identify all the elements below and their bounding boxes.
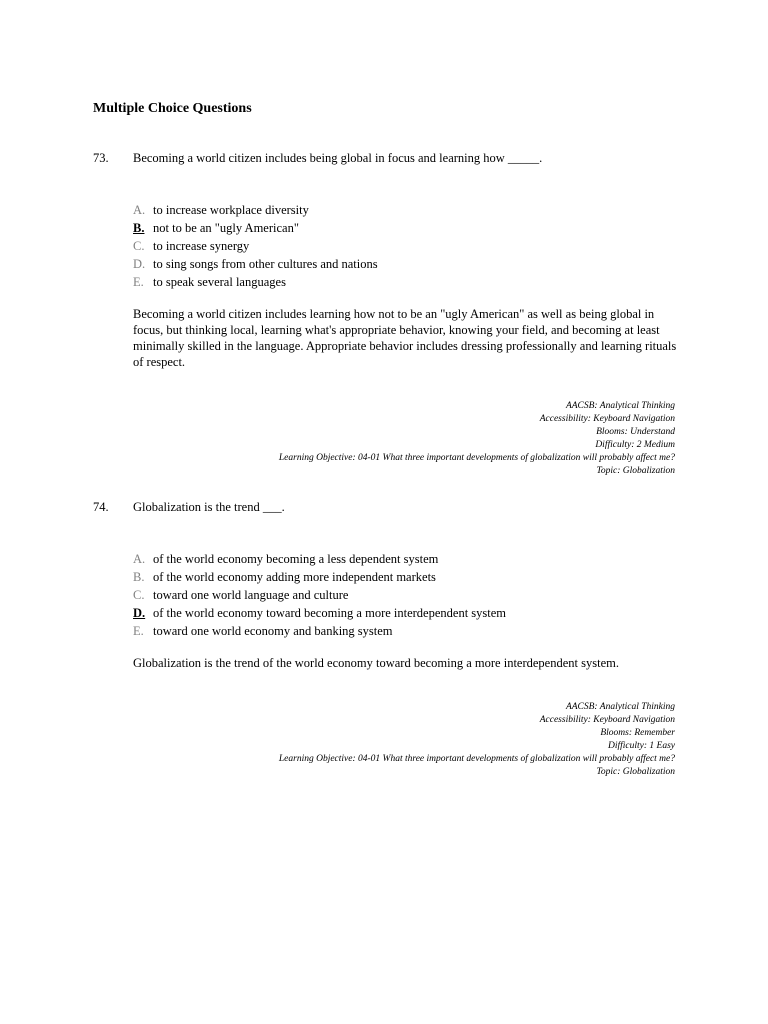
choice-c: [133, 586, 506, 604]
choice-d-correct: [133, 604, 506, 622]
question-number: 73.: [93, 151, 109, 165]
choice-letter: A.: [133, 552, 146, 566]
meta-learning-objective: Learning Objective: 04-01 What three important developments of globalization will probably affect me?: [278, 754, 675, 764]
choice-letter: C.: [133, 239, 145, 253]
question-stem: [93, 151, 693, 169]
choice-a: [133, 550, 506, 568]
choice-c: [133, 237, 378, 255]
choice-e: [133, 622, 506, 640]
meta-blooms: Blooms: Understand: [596, 427, 675, 437]
question-number: 74.: [93, 500, 109, 514]
meta-topic: Topic: Globalization: [596, 466, 675, 476]
meta-aacsb: AACSB: Analytical Thinking: [565, 702, 675, 712]
choice-text: of the world economy becoming a less dependent system: [153, 552, 439, 566]
choice-letter: E.: [133, 275, 144, 289]
choice-text: not to be an "ugly American": [153, 221, 299, 235]
choice-text: to increase synergy: [153, 239, 250, 253]
choice-a: [133, 201, 378, 219]
choice-d: [133, 255, 378, 273]
meta-difficulty: Difficulty: 2 Medium: [595, 440, 675, 450]
choice-text: to speak several languages: [153, 275, 286, 289]
choice-text: to increase workplace diversity: [153, 203, 309, 217]
question-metadata: [279, 400, 675, 478]
choice-letter: A.: [133, 203, 146, 217]
question-metadata: [279, 701, 675, 779]
meta-accessibility: Accessibility: Keyboard Navigation: [539, 715, 675, 725]
meta-aacsb: AACSB: Analytical Thinking: [565, 401, 675, 411]
choice-text: to sing songs from other cultures and nations: [153, 257, 378, 271]
choice-list: [133, 550, 506, 640]
meta-learning-objective: Learning Objective: 04-01 What three important developments of globalization will probably affect me?: [278, 453, 675, 463]
choice-text: of the world economy adding more independent markets: [153, 570, 436, 584]
section-heading: Multiple Choice Questions: [93, 101, 252, 116]
question-73: [93, 151, 693, 476]
answer-explanation: Becoming a world citizen includes learning how not to be an "ugly American" as well as being global in focus, but thinking local, learning what's appropriate behavior, knowing your field, and becoming at least minimally skilled in the language. Appropriate behavior includes dressing professionally and learning rituals of respect.: [133, 307, 677, 369]
question-74: [93, 500, 693, 777]
choice-b-correct: [133, 219, 378, 237]
choice-letter: E.: [133, 624, 144, 638]
choice-letter: D.: [133, 606, 146, 620]
meta-accessibility: Accessibility: Keyboard Navigation: [539, 414, 675, 424]
choice-list: [133, 201, 378, 291]
choice-letter: B.: [133, 570, 145, 584]
meta-topic: Topic: Globalization: [596, 767, 675, 777]
question-text: Globalization is the trend ___.: [133, 500, 285, 514]
choice-e: [133, 273, 378, 291]
choice-text: toward one world language and culture: [153, 588, 349, 602]
choice-letter: B.: [133, 221, 145, 235]
question-text: Becoming a world citizen includes being global in focus and learning how _____.: [133, 151, 543, 165]
meta-blooms: Blooms: Remember: [600, 728, 675, 738]
meta-difficulty: Difficulty: 1 Easy: [607, 741, 675, 751]
choice-text: of the world economy toward becoming a more interdependent system: [153, 606, 507, 620]
choice-b: [133, 568, 506, 586]
choice-letter: D.: [133, 257, 146, 271]
question-stem: [93, 500, 693, 518]
answer-explanation: Globalization is the trend of the world economy toward becoming a more interdependent system.: [133, 656, 619, 670]
choice-letter: C.: [133, 588, 145, 602]
choice-text: toward one world economy and banking system: [153, 624, 393, 638]
